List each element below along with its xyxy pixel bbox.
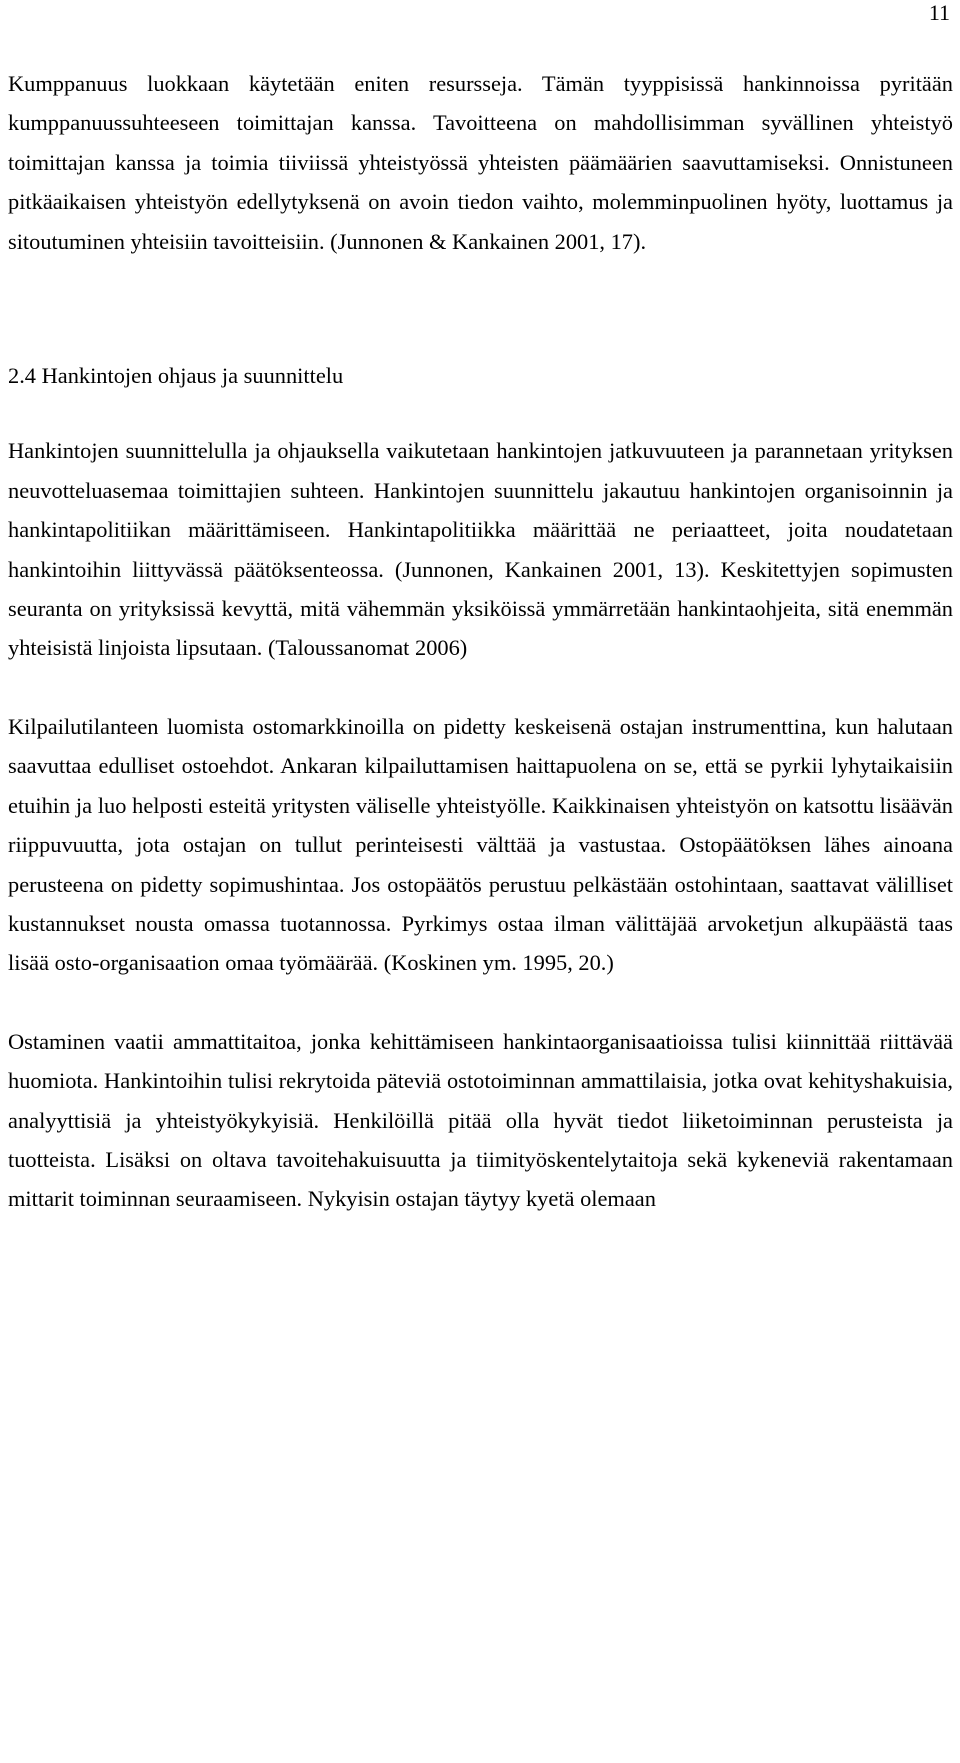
document-body — [8, 64, 953, 1219]
spacer — [8, 395, 953, 431]
spacer — [8, 668, 953, 707]
spacer — [8, 983, 953, 1022]
paragraph-hankintojen-suunnittelu: Hankintojen suunnittelulla ja ohjauksella vaikutetaan hankintojen jatkuvuuteen ja parannetaan yrityksen neuvotteluasemaa toimittajien suhteen. Hankintojen suunnittelu jakautuu hankintojen organisoinnin ja hankintapolitiikan määrittämiseen. Hankintapolitiikka määrittää ne periaatteet, joita noudatetaan hankintoihin liittyvässä päätöksenteossa. (Junnonen, Kankainen 2001, 13). Keskitettyjen sopimusten seuranta on yrityksissä kevyttä, mitä vähemmän yksiköissä ymmärretään hankintaohjeita, sitä enemmän yhteisistä linjoista lipsutaan. (Taloussanomat 2006) — [8, 438, 953, 661]
spacer — [8, 261, 953, 356]
paragraph-kilpailutilanne: Kilpailutilanteen luomista ostomarkkinoilla on pidetty keskeisenä ostajan instrumenttina, kun halutaan saavuttaa edulliset ostoehdot. Ankaran kilpailuttamisen haittapuolena on se, että se pyrkii lyhytaikaisiin etuihin ja luo helposti esteitä yritysten väliselle yhteistyölle. Kaikkinaisen yhteistyön on katsottu lisäävän riippuvuutta, jota ostajan on tullut perinteisesti välttää ja vastustaa. Ostopäätöksen lähes ainoana perusteena on pidetty sopimushintaa. Jos ostopäätös perustuu pelkästään ostohintaan, saattavat välilliset kustannukset nousta omassa tuotannossa. Pyrkimys ostaa ilman välittäjää arvoketjun alkupäästä taas lisää osto-organisaation omaa työmäärää. (Koskinen ym. 1995, 20.) — [8, 713, 953, 976]
paragraph-kumppanuus: Kumppanuus luokkaan käytetään eniten resursseja. Tämän tyyppisissä hankinnoissa pyritään kumppanuussuhteeseen toimittajan kanssa. Tavoitteena on mahdollisimman syvällinen yhteistyö toimittajan kanssa ja toimia tiiviissä yhteistyössä yhteisten päämäärien saavuttamiseksi. Onnistuneen pitkäaikaisen yhteistyön edellytyksenä on avoin tiedon vaihto, molemminpuolinen hyöty, luottamus ja sitoutuminen yhteisiin tavoitteisiin. (Junnonen & Kankainen 2001, 17). — [8, 71, 953, 254]
page-number: 11 — [928, 0, 950, 25]
section-heading: 2.4 Hankintojen ohjaus ja suunnittelu — [8, 363, 344, 389]
paragraph-ostaminen: Ostaminen vaatii ammattitaitoa, jonka kehittämiseen hankintaorganisaatioissa tulisi kiinnittää riittävää huomiota. Hankintoihin tulisi rekrytoida päteviä ostotoiminnan ammattilaisia, jotka ovat kehityshakuisia, analyyttisiä ja yhteistyökykyisiä. Henkilöillä pitää olla hyvät tiedot liiketoiminnan perusteista ja tuotteista. Lisäksi on oltava tavoitehakuisuutta ja tiimityöskentelytaitoja sekä kykeneviä rakentamaan mittarit toiminnan seuraamiseen. Nykyisin ostajan täytyy kyetä olemaan — [8, 1028, 953, 1212]
